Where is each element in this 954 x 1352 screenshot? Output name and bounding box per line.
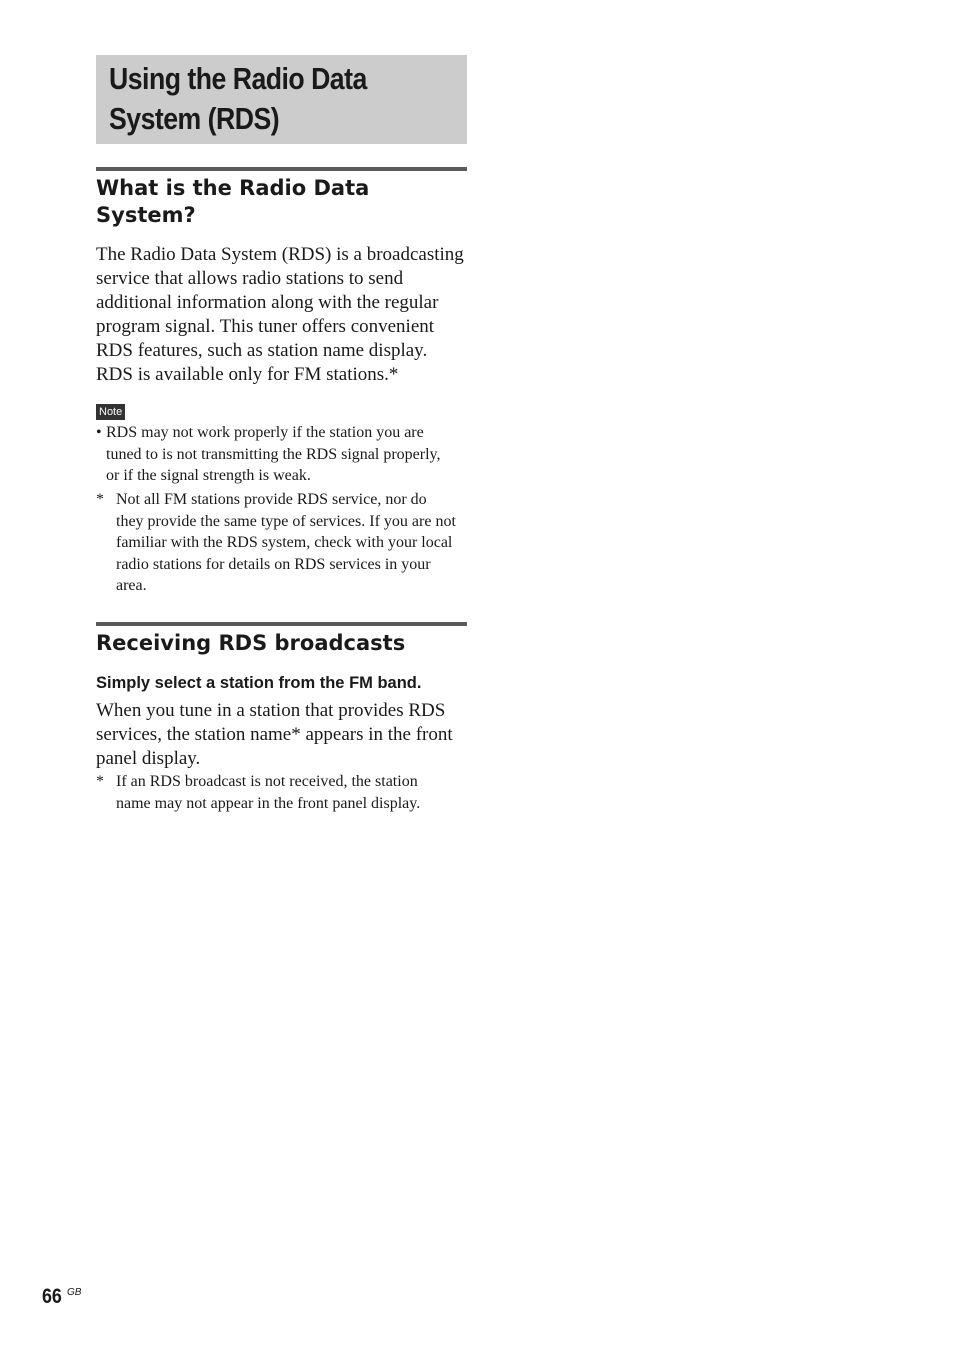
paragraph-line: service that allows radio stations to send <box>96 268 404 289</box>
section-heading-receiving-rds: Receiving RDS broadcasts <box>96 631 406 655</box>
section-divider <box>96 167 467 171</box>
note-line: tuned to is not transmitting the RDS signal properly, <box>106 445 441 463</box>
footnote-mark: * <box>96 773 104 790</box>
note-line: RDS may not work properly if the station you are <box>106 424 424 441</box>
page-number-suffix: GB <box>67 1287 82 1298</box>
note-text <box>96 422 468 487</box>
note-badge: Note <box>96 404 125 420</box>
heading-line: What is the Radio Data <box>96 176 370 200</box>
paragraph-line: The Radio Data System (RDS) is a broadcasting <box>96 244 464 265</box>
rds-description-paragraph <box>96 243 468 387</box>
page-title-line: System (RDS) <box>109 101 280 136</box>
paragraph-line: program signal. This tuner offers convenient <box>96 316 435 337</box>
bullet-mark: • <box>96 424 102 441</box>
heading-line: System? <box>96 203 196 227</box>
footnote-line: area. <box>116 577 147 594</box>
page-number: 66 <box>42 1285 62 1308</box>
paragraph-line: services, the station name* appears in the front <box>96 724 453 745</box>
footnote-line: they provide the same type of services. If you are not <box>116 512 456 530</box>
instruction-step: Simply select a station from the FM band. <box>96 674 422 692</box>
footnote-line: name may not appear in the front panel display. <box>116 794 421 812</box>
footnote-text <box>96 771 468 814</box>
footnote-mark: * <box>96 491 104 508</box>
paragraph-line: RDS is available only for FM stations.* <box>96 364 399 385</box>
footnote-fm-stations <box>96 489 468 597</box>
footnote-station-name <box>96 771 468 814</box>
footnote-line: If an RDS broadcast is not received, the station <box>116 773 418 790</box>
section-heading-what-is-rds <box>96 175 467 229</box>
note-bullet-item <box>96 422 468 487</box>
page-title-line: Using the Radio Data <box>109 61 367 96</box>
footnote-line: familiar with the RDS system, check with your local <box>116 534 453 551</box>
paragraph-line: When you tune in a station that provides RDS <box>96 700 446 721</box>
note-line: or if the signal strength is weak. <box>106 467 311 484</box>
section-divider <box>96 622 467 626</box>
footnote-line: radio stations for details on RDS services in your <box>116 555 431 573</box>
receiving-description-paragraph <box>96 699 468 771</box>
paragraph-line: RDS features, such as station name display. <box>96 340 428 361</box>
page-title <box>109 59 417 139</box>
paragraph-line: panel display. <box>96 748 201 769</box>
page-title-block <box>96 55 467 144</box>
footnote-text <box>96 489 468 597</box>
footnote-line: Not all FM stations provide RDS service, nor do <box>116 491 427 508</box>
paragraph-line: additional information along with the regular <box>96 292 439 313</box>
